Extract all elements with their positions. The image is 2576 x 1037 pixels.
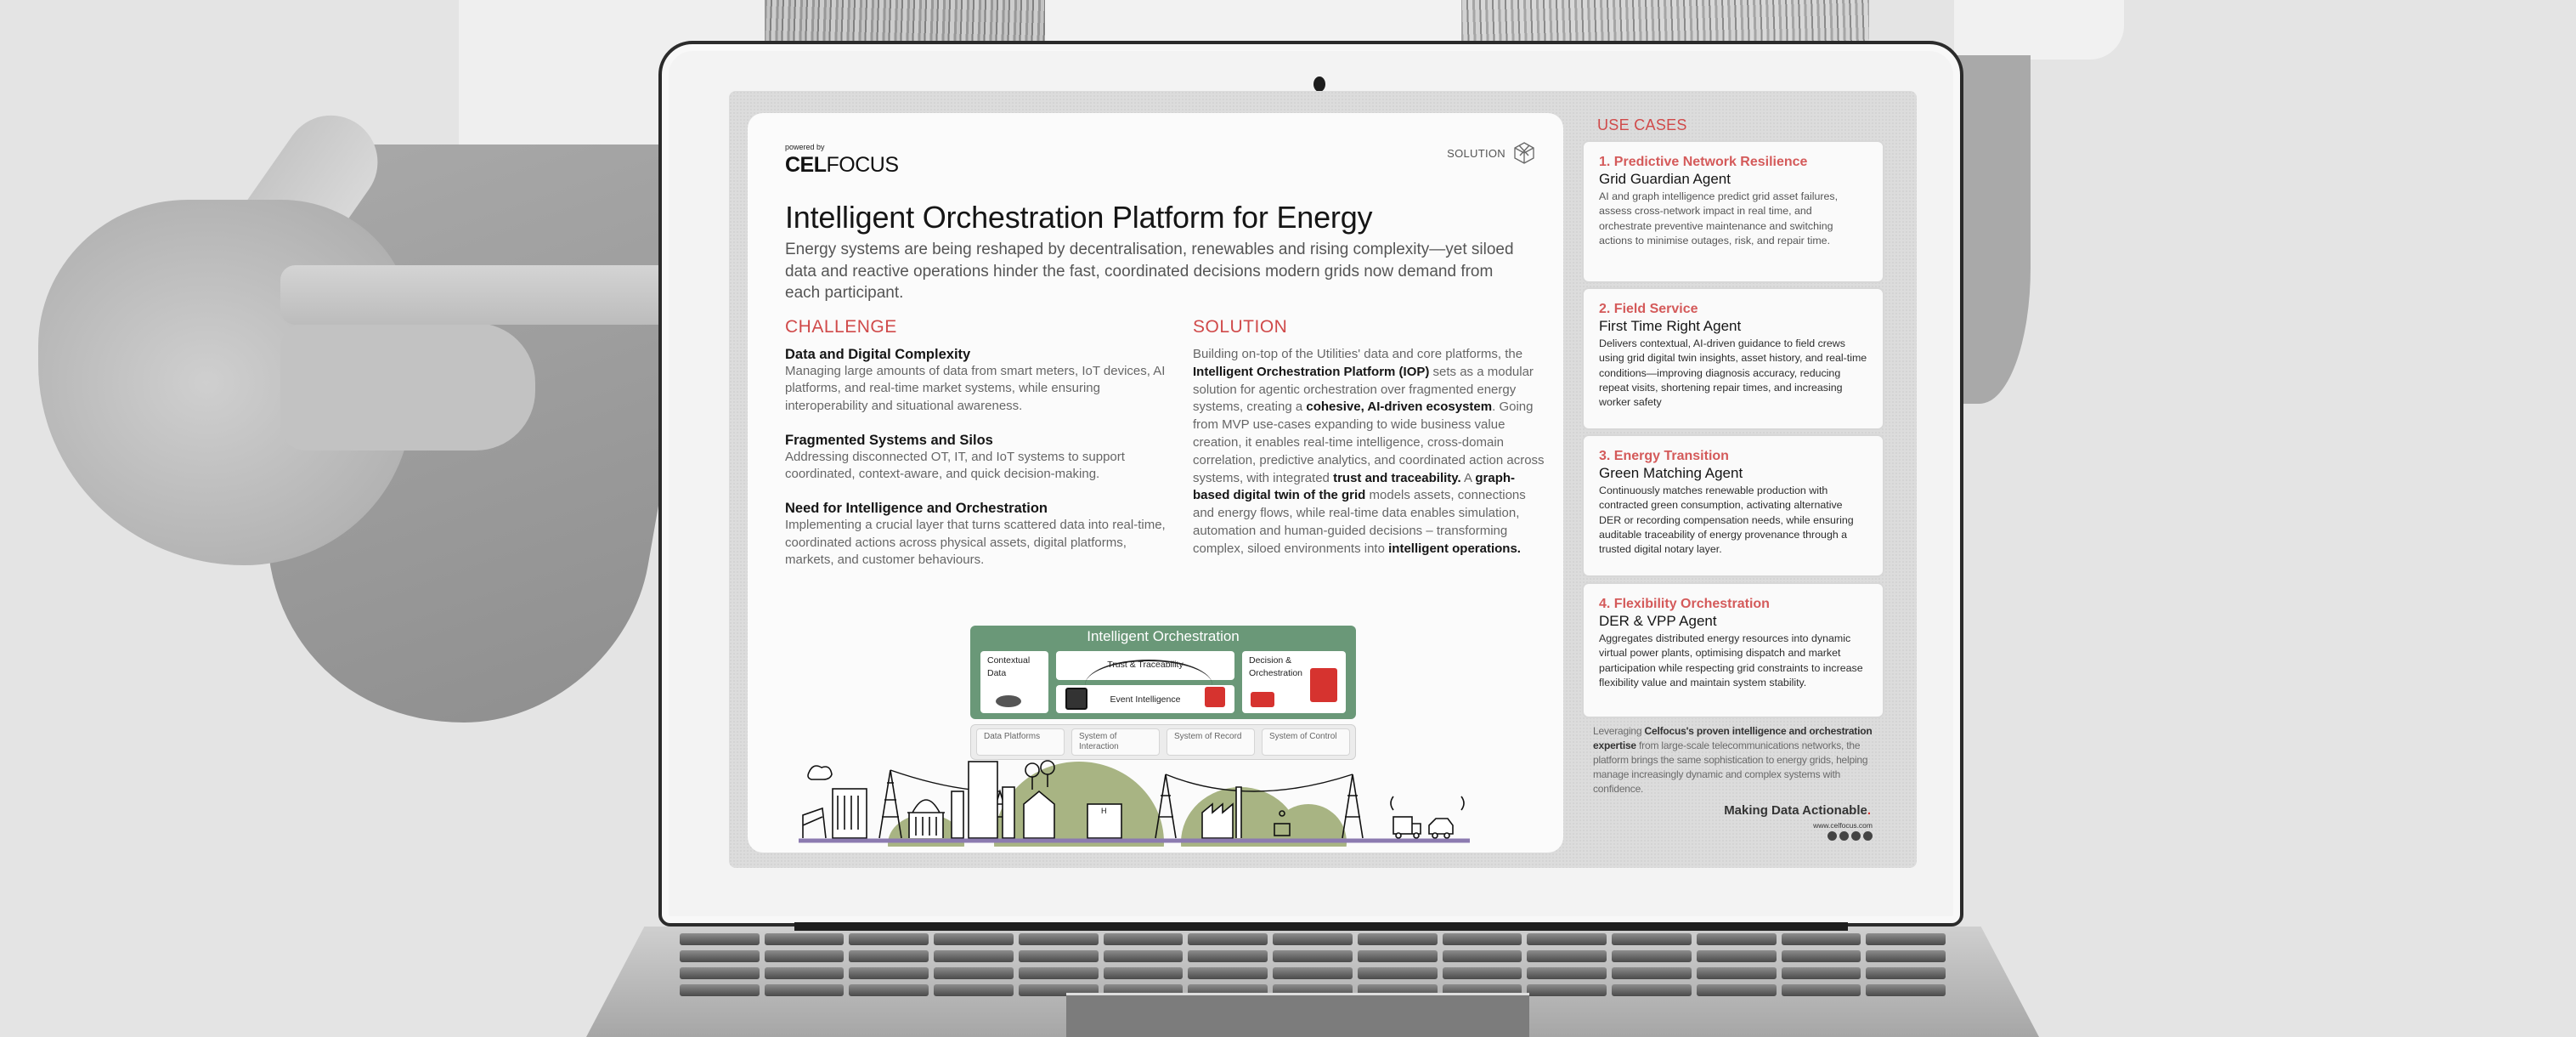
solution-highlight: graph-based digital twin of the grid (1193, 470, 1516, 503)
solution-highlight: trust and traceability. (1333, 470, 1461, 485)
key (849, 950, 929, 962)
leverage-statement (1593, 724, 1882, 796)
key (1358, 967, 1438, 979)
use-case-category: 2. Field Service (1599, 302, 1698, 316)
challenge-body: Managing large amounts of data from smart meters, IoT devices, AI platforms, and real-time market systems, while ensuring interoperability and situational awareness. (785, 364, 1166, 413)
system-box: Data Platforms (976, 728, 1065, 756)
key (1527, 967, 1607, 979)
use-case-category: 4. Flexibility Orchestration (1599, 597, 1770, 611)
key (1866, 933, 1946, 945)
key (934, 950, 1014, 962)
challenge-item (785, 500, 1176, 569)
key (1443, 933, 1522, 945)
key (1188, 933, 1268, 945)
use-case-description: Aggregates distributed energy resources into dynamic virtual power plants, optimising dispatch and market participation while respecting grid constraints to increase flexibility value and maintain system stability. (1599, 632, 1863, 688)
challenge-heading: Need for Intelligence and Orchestration (785, 501, 1048, 517)
system-box: System of Control (1262, 728, 1350, 756)
key (934, 933, 1014, 945)
challenge-title: CHALLENGE (785, 317, 897, 337)
trackpad (1066, 993, 1529, 1037)
solution-highlight: Intelligent Orchestration Platform (IOP) (1193, 364, 1430, 379)
challenge-body: Addressing disconnected OT, IT, and IoT systems to support coordinated, context-aware, and quick decision-making. (785, 449, 1125, 482)
key (1866, 950, 1946, 962)
challenge-item (785, 432, 1176, 484)
key (1697, 950, 1777, 962)
key (1358, 933, 1438, 945)
cube-icon (1514, 142, 1534, 164)
key (1019, 967, 1099, 979)
challenge-item (785, 346, 1176, 415)
key (1019, 950, 1099, 962)
solution-text: models assets, connections and energy flows, while real-time data enables simulation, automation and human-guided decisions – transforming complex, siloed environments into (1193, 488, 1526, 556)
key (1782, 933, 1861, 945)
use-case-category: 1. Predictive Network Resilience (1599, 155, 1808, 169)
key (765, 984, 845, 996)
key (1443, 950, 1522, 962)
key (934, 984, 1014, 996)
key (765, 967, 845, 979)
use-case-card (1582, 434, 1884, 577)
key (1273, 967, 1353, 979)
solution-text: Building on-top of the Utilities' data and core platforms, the (1193, 347, 1523, 361)
systems-row (970, 724, 1356, 760)
key (1104, 933, 1183, 945)
solution-tag-label: SOLUTION (1447, 146, 1505, 160)
page-subtitle: Energy systems are being reshaped by decentralisation, renewables and rising complexity—yet siloed data and reactive operations hinder the fast, coordinated decisions modern grids now demand from each participant. (785, 241, 1514, 302)
use-cases-title: USE CASES (1597, 116, 1687, 133)
keyboard (671, 931, 1954, 992)
decision-orchestration-box: Decision & Orchestration (1242, 651, 1346, 713)
use-case-agent: Grid Guardian Agent (1599, 171, 1731, 187)
key (680, 984, 760, 996)
contextual-data-box: Contextual Data (980, 651, 1048, 713)
page-title: Intelligent Orchestration Platform for Energy (785, 200, 1373, 235)
use-case-agent: DER & VPP Agent (1599, 613, 1717, 629)
leverage-prefix: Leveraging (1593, 725, 1645, 737)
svg-text:H: H (1101, 807, 1107, 815)
challenge-section (785, 317, 1176, 586)
logo-light: FOCUS (826, 153, 899, 177)
website-link[interactable]: www.celfocus.com (1813, 821, 1873, 830)
solution-text: sets as a modular solution for agentic orchestration over fragmented energy systems, creating a (1193, 364, 1534, 415)
laptop-hinge (794, 922, 1848, 931)
instagram-icon[interactable] (1839, 831, 1849, 841)
solution-text: A (1460, 470, 1476, 485)
solution-highlight: cohesive, AI-driven ecosystem (1306, 400, 1493, 415)
system-box: System of Record (1167, 728, 1255, 756)
key (1866, 967, 1946, 979)
solution-highlight: intelligent operations. (1388, 541, 1521, 556)
key (1019, 933, 1099, 945)
red-block-icon (1251, 692, 1274, 707)
architecture-diagram (970, 626, 1356, 770)
diagram-title: Intelligent Orchestration (1087, 628, 1240, 644)
key (1612, 933, 1692, 945)
challenge-heading: Data and Digital Complexity (785, 347, 971, 362)
key (1188, 967, 1268, 979)
solution-body (1193, 346, 1550, 558)
data-bowl-icon (996, 695, 1021, 707)
key (1104, 967, 1183, 979)
key (1527, 950, 1607, 962)
shirt-shoulder-right (1954, 0, 2124, 60)
key (765, 950, 845, 962)
challenge-heading: Fragmented Systems and Silos (785, 432, 993, 448)
tagline-text: Making Data Actionable (1724, 803, 1867, 818)
linkedin-icon[interactable] (1827, 831, 1837, 841)
use-case-description: Continuously matches renewable production with contracted green consumption, activating alternative DER or recording compensation needs, while ensuring auditable traceability of energy provenance through a trusted digital notary layer. (1599, 484, 1854, 556)
key (1866, 984, 1946, 996)
curled-fingers (280, 323, 535, 450)
use-case-category: 3. Energy Transition (1599, 449, 1729, 463)
pointing-finger (280, 265, 722, 325)
celfocus-logo (785, 153, 899, 178)
key (1782, 984, 1861, 996)
key (680, 950, 760, 962)
key (680, 967, 760, 979)
key (1697, 967, 1777, 979)
brand-tagline (1724, 803, 1871, 818)
social-icons (1827, 831, 1873, 841)
key (680, 933, 760, 945)
solution-text: . Going from MVP use-cases expanding to wide business value creation, it enables real-time intelligence, cross-domain correlation, predictive analytics, and coordinated action across systems, with integrated (1193, 400, 1545, 485)
energy-city-skyline-illustration (799, 757, 1487, 847)
key (849, 984, 929, 996)
flow-arrow-icon (1085, 660, 1212, 711)
use-case-description: Delivers contextual, AI-driven guidance to field crews using grid digital twin insights, asset history, and real-time conditions—improving diagnosis accuracy, reducing repeat visits, shortening repair times, and increasing worker safety (1599, 337, 1867, 409)
webcam-icon (1313, 76, 1325, 92)
key (1527, 984, 1607, 996)
key (1273, 933, 1353, 945)
leverage-highlight: Celfocus's proven intelligence and orchestration expertise (1593, 725, 1873, 751)
key (934, 967, 1014, 979)
use-case-agent: First Time Right Agent (1599, 318, 1742, 334)
use-case-card (1582, 140, 1884, 283)
key (1612, 967, 1692, 979)
tagline-dot: . (1867, 803, 1871, 818)
youtube-icon[interactable] (1863, 831, 1873, 841)
key (1782, 967, 1861, 979)
key (849, 967, 929, 979)
key (1612, 984, 1692, 996)
red-cube-icon (1205, 687, 1225, 707)
key (1612, 950, 1692, 962)
solution-section (1193, 317, 1550, 558)
intelligent-orchestration-panel (970, 626, 1356, 719)
system-box: System of Interaction (1071, 728, 1160, 756)
arm-right (1954, 55, 2031, 404)
key (1188, 950, 1268, 962)
key (849, 933, 929, 945)
use-case-card (1582, 287, 1884, 430)
solution-tag (1447, 142, 1534, 164)
trust-traceability-box: Trust & Traceability (1056, 651, 1234, 680)
key (1697, 933, 1777, 945)
powered-by-label: powered by (785, 143, 825, 151)
key (765, 933, 845, 945)
facebook-icon[interactable] (1851, 831, 1861, 841)
key (1358, 950, 1438, 962)
challenge-body: Implementing a crucial layer that turns scattered data into real-time, coordinated actions across physical assets, digital platforms, markets, and customer behaviours. (785, 518, 1166, 568)
solution-title: SOLUTION (1193, 317, 1288, 337)
use-case-agent: Green Matching Agent (1599, 465, 1743, 481)
key (1273, 950, 1353, 962)
use-case-description: AI and graph intelligence predict grid asset failures, assess cross-network impact in real time, and orchestrate preventive maintenance and switching actions to minimise outages, risk, and repair time. (1599, 190, 1839, 246)
leverage-suffix: from large-scale telecommunications networks, the platform brings the same sophistication to energy grids, helping manage increasingly dynamic and complex systems with confidence. (1593, 740, 1868, 795)
logo-bold: CEL (785, 153, 827, 177)
use-case-card (1582, 582, 1884, 718)
key (1697, 984, 1777, 996)
document-main-card (748, 113, 1563, 853)
red-stack-icon (1310, 668, 1337, 702)
event-intelligence-box: Event Intelligence (1056, 685, 1234, 713)
key (1104, 950, 1183, 962)
key (1782, 950, 1861, 962)
key (1527, 933, 1607, 945)
key (1443, 967, 1522, 979)
